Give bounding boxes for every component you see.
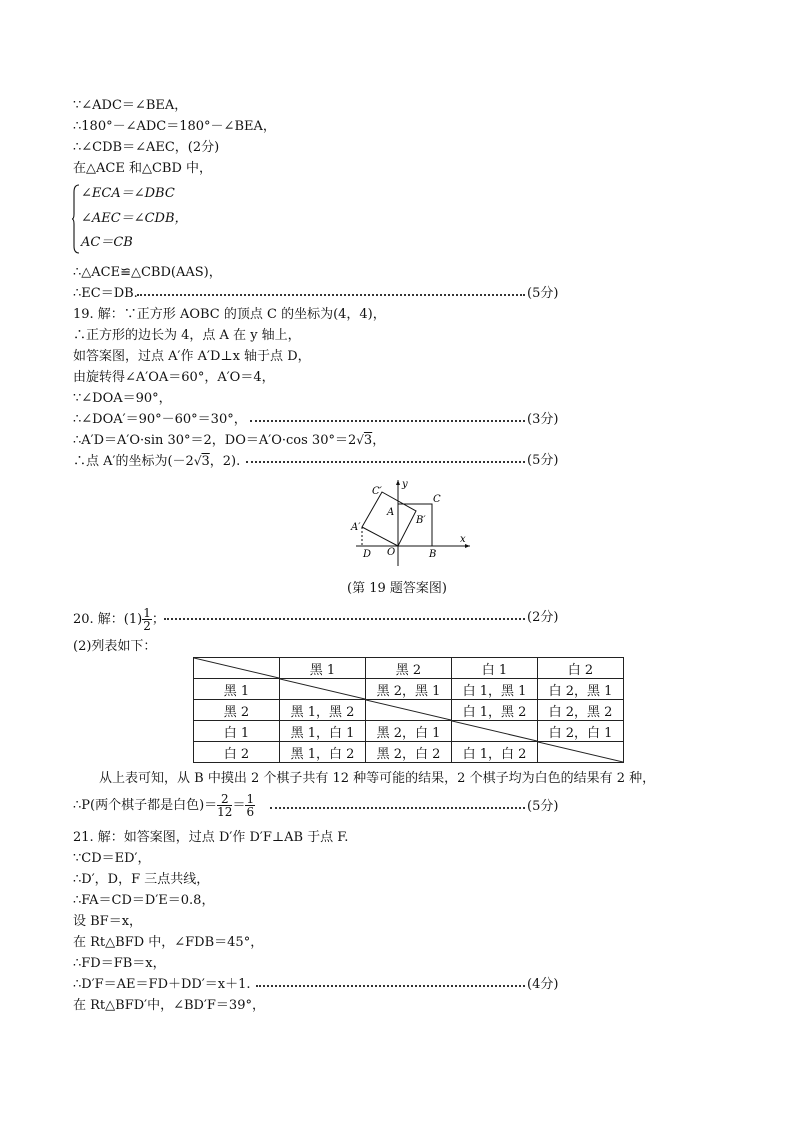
table-cell: 黑 1，白 2: [280, 742, 366, 763]
text-line: ∴FD＝FB＝x，: [73, 956, 166, 971]
diagonal-cell: [452, 721, 538, 742]
text-span: ∴A′D＝A′O·sin 30°＝2，DO＝A′O·cos 30°＝2: [73, 433, 357, 448]
square-rotated: [362, 492, 416, 546]
text-line: 由旋转得∠A′OA＝60°，A′O＝4，: [73, 370, 275, 385]
system-eq-3: AC＝CB: [81, 235, 133, 250]
text-line: (2)列表如下：: [73, 639, 157, 654]
label-x: x: [460, 534, 466, 545]
text-line: ∵∠ADC＝∠BEA，: [73, 98, 188, 113]
table-cell: 白 1，白 2: [452, 742, 538, 763]
label-d: D: [363, 549, 372, 560]
score-mark: (5分): [527, 286, 559, 301]
row-label: 黑 2: [194, 700, 280, 721]
text-line: 21. 解：如答案图，过点 D′作 D′F⊥AB 于点 F.: [73, 830, 349, 845]
label-b-prime: B′: [416, 515, 426, 526]
table-cell: 白 1，黑 1: [452, 679, 538, 700]
text-line: ∴△ACE≌△CBD(AAS)，: [73, 265, 222, 280]
text-span: ∴点 A′的坐标为(－2: [73, 454, 194, 469]
leader-dots: [270, 807, 525, 809]
text-line: ∵∠DOA＝90°，: [73, 391, 172, 406]
label-b: B: [429, 549, 437, 560]
text-line: 在 Rt△BFD 中，∠FDB＝45°，: [73, 935, 264, 950]
numerator: 2: [217, 793, 232, 806]
diagonal-line: [194, 658, 279, 678]
label-c-prime: C′: [372, 486, 382, 497]
text-line: 19. 解：∵正方形 AOBC 的顶点 C 的坐标为(4，4)，: [73, 307, 386, 322]
fraction: [245, 793, 255, 818]
diagonal-line: [452, 721, 537, 741]
label-y: y: [402, 479, 408, 490]
outcome-table: [193, 657, 624, 763]
text-line: ∴A′D＝A′O·sin 30°＝2，DO＝A′O·cos 30°＝2√3，: [73, 433, 386, 448]
score-mark: (2分): [527, 610, 559, 625]
figure-19: [348, 478, 478, 570]
leader-dots: [137, 294, 525, 296]
table-cell: 白 2，黑 2: [538, 700, 624, 721]
fraction: [217, 793, 232, 818]
system-brace: [72, 184, 80, 254]
text-line: ∴EC＝DB.: [73, 286, 138, 301]
label-a-prime: A′: [351, 522, 361, 533]
text-span: ；: [151, 612, 165, 627]
table-cell: 黑 2，白 1: [366, 721, 452, 742]
text-line: ∴∠CDB＝∠AEC，(2分): [73, 140, 220, 155]
text-line: 设 BF＝x，: [73, 914, 143, 929]
header-cell: 白 1: [452, 658, 538, 679]
text-line: ∴180°－∠ADC＝180°－∠BEA，: [73, 119, 276, 134]
table-row: [194, 742, 624, 763]
text-line: [73, 792, 255, 820]
text-span: ，2).: [209, 454, 241, 469]
table-cell: 黑 1，白 1: [280, 721, 366, 742]
text-line: ∴D′F＝AE＝FD＋DD′＝x＋1.: [73, 977, 251, 992]
text-span: 20. 解：(1): [73, 612, 143, 627]
diagonal-cell: [366, 700, 452, 721]
score-mark: (5分): [527, 799, 559, 814]
text-line: 在△ACE 和△CBD 中，: [73, 161, 213, 176]
system-eq-2: ∠AEC＝∠CDB，: [81, 211, 188, 226]
table-row: [194, 679, 624, 700]
text-line: 如答案图，过点 A′作 A′D⊥x 轴于点 D，: [73, 349, 311, 364]
leader-dots: [164, 618, 525, 620]
label-c: C: [433, 494, 441, 505]
score-mark: (5分): [527, 453, 559, 468]
text-line: ∵CD＝ED′，: [73, 851, 151, 866]
numerator: 1: [246, 792, 255, 806]
score-mark: (3分): [527, 412, 559, 427]
text-line: 在 Rt△BFD′中，∠BD′F＝39°，: [73, 998, 265, 1013]
denominator: 2: [143, 619, 151, 633]
y-arrow-icon: [396, 480, 400, 485]
row-label: 白 2: [194, 742, 280, 763]
text-line: ∴FA＝CD＝D′E＝0.8，: [73, 893, 215, 908]
label-a: A: [387, 507, 395, 518]
text-span: ，: [372, 433, 386, 448]
diagonal-line: [538, 742, 623, 762]
fraction: [142, 607, 152, 632]
row-label: 黑 1: [194, 679, 280, 700]
text-line: ∴点 A′的坐标为(－2√3，2).: [73, 454, 241, 469]
table-header-row: [194, 658, 624, 679]
header-cell: 黑 1: [280, 658, 366, 679]
text-span: ∴P(两个棋子都是白色)＝: [73, 798, 218, 813]
radicand: 3: [201, 454, 210, 469]
denominator: 6: [246, 805, 255, 819]
diagonal-line: [366, 700, 451, 720]
score-mark: (4分): [527, 977, 559, 992]
table-row: [194, 721, 624, 742]
table-cell: 白 2，白 1: [538, 721, 624, 742]
system-eq-1: ∠ECA＝∠DBC: [81, 186, 175, 201]
table-cell: 黑 2，白 2: [366, 742, 452, 763]
numerator: 1: [143, 606, 151, 620]
leader-dots: [246, 461, 525, 463]
text-span: ＝: [232, 798, 246, 813]
diagonal-cell: [280, 679, 366, 700]
table-row: [194, 700, 624, 721]
text-line: [73, 607, 165, 632]
text-line: ∴∠DOA′＝90°－60°＝30°，: [73, 412, 247, 427]
radicand: 3: [363, 433, 373, 448]
corner-cell: [194, 658, 280, 679]
leader-dots: [250, 420, 525, 422]
diagonal-line: [280, 679, 365, 699]
header-cell: 白 2: [538, 658, 624, 679]
diagonal-cell: [538, 742, 624, 763]
header-cell: 黑 2: [366, 658, 452, 679]
row-label: 白 1: [194, 721, 280, 742]
table-cell: 黑 2，黑 1: [366, 679, 452, 700]
denominator: 12: [217, 805, 233, 819]
table-cell: 白 2，黑 1: [538, 679, 624, 700]
text-line: 从上表可知，从 B 中摸出 2 个棋子共有 12 种等可能的结果，2 个棋子均为白色的结果有 2 种，: [99, 771, 656, 786]
label-o: O: [387, 547, 396, 558]
text-line: ∴正方形的边长为 4，点 A 在 y 轴上，: [73, 328, 301, 343]
figure-caption: (第 19 题答案图): [347, 581, 447, 596]
table-cell: 白 1，黑 2: [452, 700, 538, 721]
text-line: ∴D′，D，F 三点共线，: [73, 872, 210, 887]
table-cell: 黑 1，黑 2: [280, 700, 366, 721]
x-arrow-icon: [465, 544, 470, 548]
leader-dots: [256, 985, 525, 987]
